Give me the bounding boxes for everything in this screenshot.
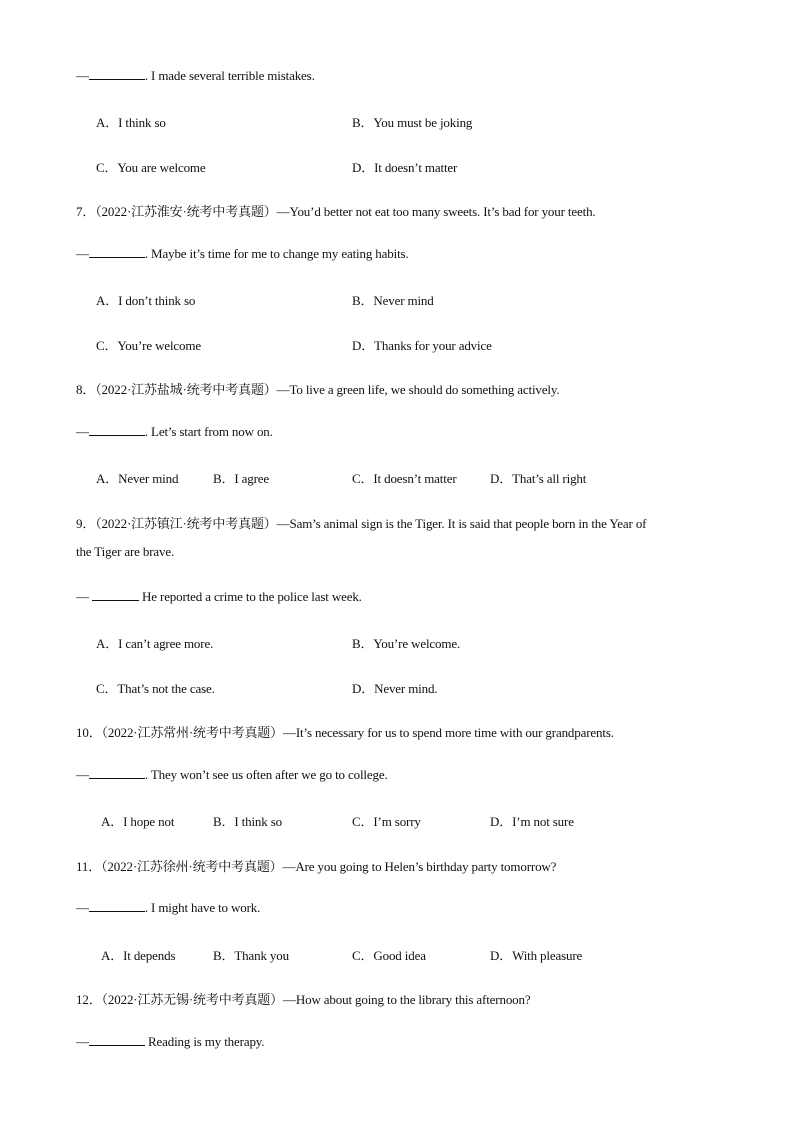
q9-option-a: A．I can’t agree more. — [96, 636, 214, 651]
q8-option-d: D．That’s all right — [490, 471, 587, 486]
q10-option-d: D．I’m not sure — [490, 814, 574, 829]
q10-option-c: C．I’m sorry — [352, 814, 421, 829]
q8-reply: — . Let’s start from now on. — [76, 424, 273, 439]
q7-stem: 7．（2022·江苏淮安·统考中考真题）—You’d better not eat too many sweets. It’s bad for your teeth. — [76, 204, 596, 219]
answer-blank — [89, 425, 145, 436]
q8-option-a: A．Never mind — [96, 471, 179, 486]
q9-stem-line1: 9．（2022·江苏镇江·统考中考真题）—Sam’s animal sign is the Tiger. It is said that people born in the Year of — [76, 516, 647, 531]
answer-blank — [92, 590, 139, 601]
q9-option-c: C．That’s not the case. — [96, 681, 215, 696]
q11-stem: 11．（2022·江苏徐州·统考中考真题）—Are you going to Helen’s birthday party tomorrow? — [76, 859, 557, 874]
q8-stem: 8．（2022·江苏盐城·统考中考真题）—To live a green life, we should do something actively. — [76, 382, 560, 397]
q7-option-c: C．You’re welcome — [96, 338, 201, 353]
q11-option-d: D．With pleasure — [490, 948, 583, 963]
answer-blank — [89, 901, 145, 912]
q12-stem: 12．（2022·江苏无锡·统考中考真题）—How about going to the library this afternoon? — [76, 992, 531, 1007]
q11-option-c: C．Good idea — [352, 948, 426, 963]
q6-option-c: C．You are welcome — [96, 160, 206, 175]
q10-option-b: B．I think so — [213, 814, 282, 829]
answer-blank — [89, 768, 145, 779]
q10-option-a: A．I hope not — [101, 814, 175, 829]
q6-option-a: A．I think so — [96, 115, 166, 130]
q6-reply: — . I made several terrible mistakes. — [76, 68, 315, 83]
q9-option-d: D．Never mind. — [352, 681, 438, 696]
answer-blank — [89, 69, 145, 80]
q6-option-d: D．It doesn’t matter — [352, 160, 458, 175]
q11-reply: — . I might have to work. — [76, 900, 261, 915]
q9-stem-line2: the Tiger are brave. — [76, 544, 175, 559]
q7-option-b: B．Never mind — [352, 293, 434, 308]
answer-blank — [89, 247, 145, 258]
q12-reply: — Reading is my therapy. — [76, 1034, 265, 1049]
q11-option-b: B．Thank you — [213, 948, 289, 963]
q9-reply: — He reported a crime to the police last week. — [76, 589, 362, 604]
q7-option-d: D．Thanks for your advice — [352, 338, 492, 353]
q8-option-c: C．It doesn’t matter — [352, 471, 457, 486]
q9-option-b: B．You’re welcome. — [352, 636, 461, 651]
answer-blank — [89, 1035, 145, 1046]
q8-option-b: B．I agree — [213, 471, 270, 486]
q7-option-a: A．I don’t think so — [96, 293, 196, 308]
q6-option-b: B．You must be joking — [352, 115, 473, 130]
q10-stem: 10．（2022·江苏常州·统考中考真题）—It’s necessary for us to spend more time with our grandparents. — [76, 725, 614, 740]
q11-option-a: A．It depends — [101, 948, 176, 963]
q7-reply: — . Maybe it’s time for me to change my eating habits. — [76, 246, 409, 261]
q10-reply: — . They won’t see us often after we go to college. — [76, 767, 388, 782]
